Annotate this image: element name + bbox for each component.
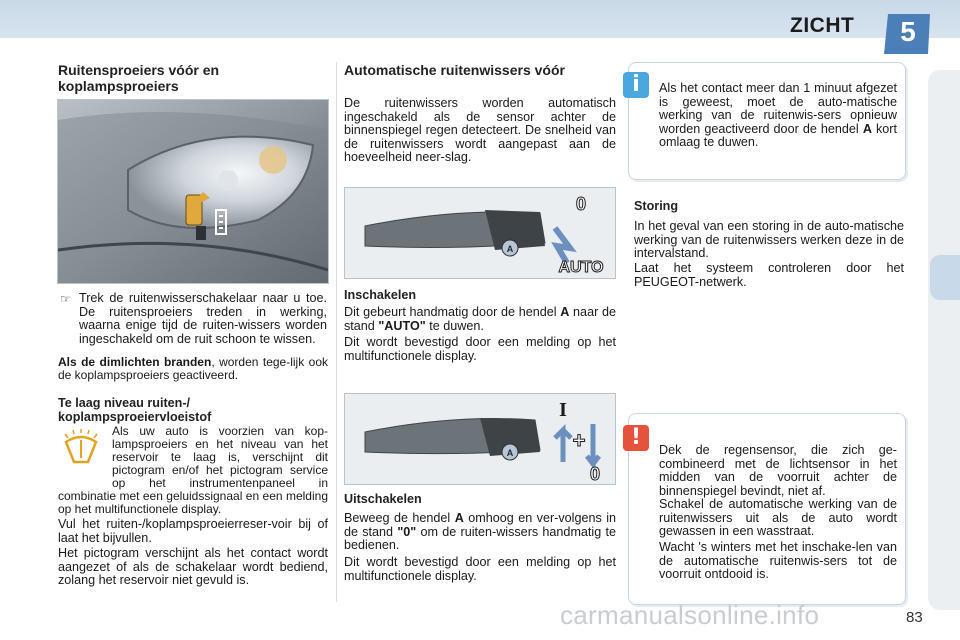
disable-text-a: Beweeg de hendel (344, 511, 455, 525)
fault-text: In het geval van een storing in de auto-matische werking van de ruitenwissers werken deze in de intervalstand. (634, 219, 904, 260)
enable-text-c: naar de stand (344, 305, 616, 333)
warning-text-winter: Wacht 's winters met het inschake-len van de automatische ruitenwis-sers tot de voorruit ontdooid is. (659, 540, 897, 581)
info-text-a: Als het contact meer dan 1 minuut afgezet is geweest, moet de auto-matische werking van de ruitenwis-sers opnieuw worden geactiveerd door de hendel (659, 81, 897, 136)
enable-text-a: Dit gebeurt handmatig door de hendel (344, 305, 561, 319)
dimlight-rest: , worden tege-lijk ook de koplampsproeiers geactiveerd. (58, 355, 328, 382)
dimlight-note (58, 356, 328, 382)
fig2-label-plus: + (572, 428, 586, 453)
disable-text-zero: "0" (397, 524, 417, 539)
stalk-figure-off (344, 393, 616, 485)
enable-title: Inschakelen (344, 288, 417, 302)
warning-text-carwash: Schakel de automatische werking van de ruitenwissers uit als de auto wordt gewassen in een wasstraat. (659, 497, 897, 538)
dimlight-bold: Als de dimlichten branden (58, 355, 212, 369)
fig1-label-zero: 0 (575, 194, 587, 214)
fig2-label-a: A (506, 448, 514, 458)
refill-text: Vul het ruiten-/koplampsproeierreser-voir bij of laat het bijvullen. (58, 517, 328, 545)
section-title-auto-wipers: Automatische ruitenwissers vóór (344, 62, 565, 78)
low-level-body: Als uw auto is voorzien van kop-lampsproeiers en het niveau van het reservoir te laag is, verschijnt dit pictogram en/of het pictogram service op het instrumentenpaneel in combinatie met een geluidssignaal en een melding op het multifunctionele display. (58, 424, 328, 516)
stalk-icon (345, 188, 615, 278)
chapter-number: 5 (900, 16, 916, 47)
headlamp-illustration-icon (58, 100, 328, 283)
warning-icon: ! (623, 425, 649, 451)
stalk-figure-auto (344, 187, 616, 279)
info-text (659, 82, 897, 150)
page-number: 83 (906, 609, 923, 626)
enable-text (344, 306, 616, 333)
header-white-strip (0, 38, 960, 52)
disable-text (344, 512, 616, 553)
enable-confirm-text: Dit wordt bevestigd door een melding op het multifunctionele display. (344, 335, 616, 363)
fault-title: Storing (634, 199, 679, 213)
pictogram-text: Het pictogram verschijnt als het contact wordt aangezet of als de schakelaar wordt bediend, zolang het reservoir niet gevuld is. (58, 546, 328, 587)
enable-text-lever: A (560, 305, 570, 319)
disable-confirm-text: Dit wordt bevestigd door een melding op het multifunctionele display. (344, 555, 616, 583)
info-text-lever: A (862, 121, 872, 136)
chapter-side-tab-active[interactable] (930, 255, 960, 300)
disable-text-c: omhoog en ver-volgens in de stand (344, 511, 616, 539)
low-level-text (58, 425, 328, 516)
chapter-side-bar (928, 70, 960, 610)
fig2-label-zero: 0 (589, 464, 601, 484)
low-level-title: Te laag niveau ruiten-/ koplampsproeiervloeistof (58, 396, 212, 424)
fault-check-text: Laat het systeem controleren door het PEUGEOT-netwerk. (634, 261, 904, 289)
disable-text-lever: A (454, 511, 464, 525)
enable-text-e: te duwen. (425, 318, 484, 333)
bullet-text: Trek de ruitenwisserschakelaar naar u toe. De ruitensproeiers treden in werking, waarna enige tijd de ruiten-wissers worden ingeschakeld om de ruit schoon te wissen. (79, 291, 327, 346)
disable-title: Uitschakelen (344, 492, 422, 506)
fig1-label-auto: AUTO (558, 259, 604, 276)
watermark: carmanualsonline.info (560, 600, 820, 630)
stalk-icon (345, 394, 615, 484)
hand-pull-icon: ☞ (60, 292, 71, 306)
fig1-label-a: A (506, 244, 514, 254)
info-text-c: kort omlaag te duwen. (659, 121, 897, 149)
fig2-label-one: I (559, 399, 567, 421)
column-divider (336, 62, 337, 602)
info-icon: i (623, 72, 649, 98)
warning-text-sensor: Dek de regensensor, die zich ge-combineerd met de lichtsensor in het midden van de voorruit achter de binnenspiegel bevindt, niet af. (659, 443, 897, 498)
enable-text-auto: "AUTO" (378, 318, 426, 333)
headlamp-photo (57, 99, 329, 284)
chapter-title: ZICHT (790, 14, 855, 37)
section-title-washers: Ruitensproeiers vóór en koplampsproeiers (58, 62, 220, 94)
auto-wipers-intro: De ruitenwissers worden automatisch ingeschakeld als de sensor achter de binnenspiegel regen detecteert. De snelheid van de ruitenwissers wordt aangepast aan de hoeveelheid neer-slag. (344, 96, 616, 164)
disable-text-e: om de ruiten-wissers handmatig te bedienen. (344, 524, 616, 552)
